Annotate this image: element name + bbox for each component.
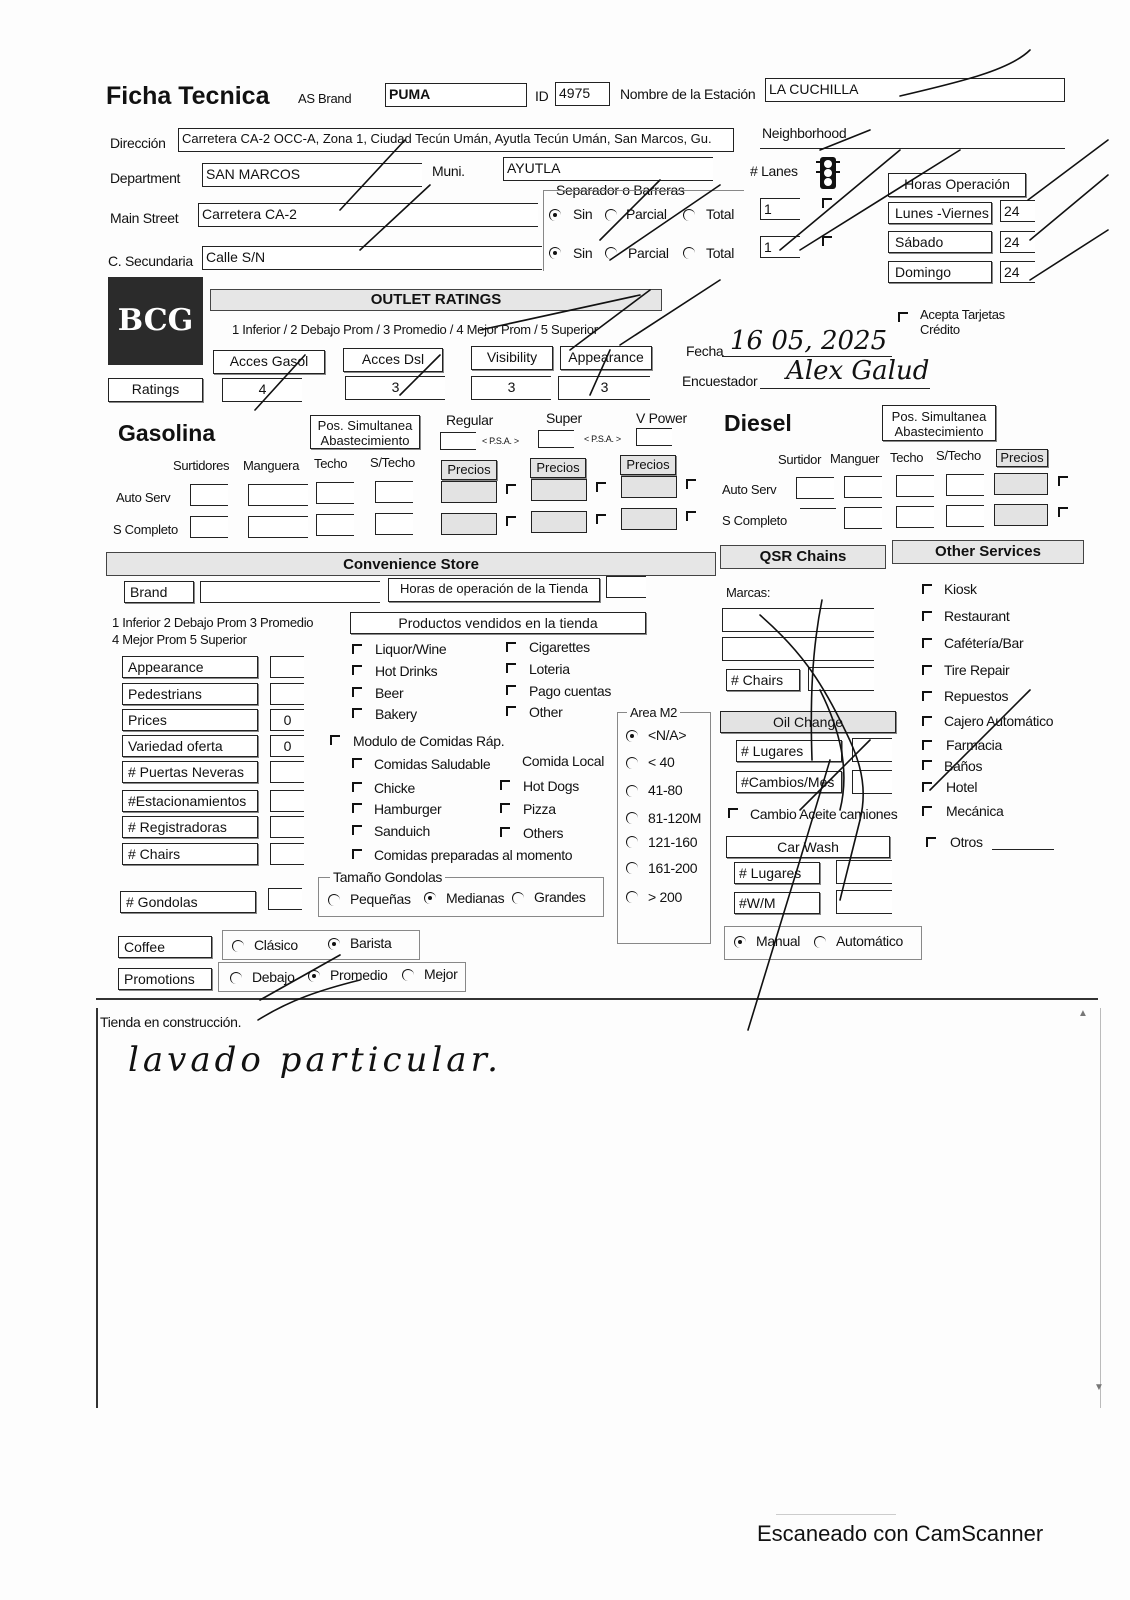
- wash-automatico-label: Automático: [836, 933, 904, 949]
- metric-estacionamientos-label: #Estacionamientos: [122, 790, 258, 812]
- metric-chairs-label: # Chairs: [122, 843, 258, 865]
- comidas-prep-label: Comidas preparadas al momento: [374, 847, 573, 863]
- store-scale-line-1: 1 Inferior 2 Debajo Prom 3 Promedio: [112, 615, 314, 630]
- bottom-line: [776, 1514, 896, 1515]
- car-wash-header[interactable]: Car Wash: [726, 836, 890, 858]
- tire-repair-label: Tire Repair: [944, 662, 1010, 678]
- notes-handwritten-text: lavado particular.: [128, 1040, 502, 1080]
- mecanica-label: Mecánica: [946, 803, 1004, 819]
- metric-appearance-label: Appearance: [122, 656, 258, 678]
- tarjetas-label: Acepta Tarjetas Crédito: [920, 307, 1005, 337]
- sep-main-parcial-label: Parcial: [626, 206, 667, 222]
- sep-sec-sin-label: Sin: [573, 245, 593, 261]
- other-services-header: Other Services: [892, 540, 1084, 564]
- id-label: ID: [535, 88, 549, 104]
- gas-col-techo: Techo: [314, 456, 348, 471]
- form-title: Ficha Tecnica: [106, 82, 270, 110]
- main-street-field[interactable]: Carretera CA-2: [198, 203, 538, 227]
- encuestador-label: Encuestador: [682, 373, 758, 389]
- department-label: Department: [110, 170, 181, 186]
- encuestador-handwritten: Alex Galud: [786, 356, 930, 386]
- restaurant-label: Restaurant: [944, 608, 1010, 624]
- productos-title: Productos vendidos en la tienda: [350, 612, 646, 634]
- car-wash-lugares-label: # Lugares: [734, 862, 820, 884]
- regular-label: Regular: [446, 412, 493, 428]
- cajero-label: Cajero Automático: [944, 713, 1054, 729]
- farmacia-label: Farmacia: [946, 737, 1002, 753]
- hamburger-label: Hamburger: [374, 801, 442, 817]
- neighborhood-label: Neighborhood: [762, 125, 847, 141]
- pizza-label: Pizza: [523, 801, 556, 817]
- psa-label-2: < P.S.A. >: [584, 434, 621, 444]
- ratings-label: Ratings: [108, 378, 203, 402]
- banos-label: Baños: [944, 758, 983, 774]
- cambio-camiones-label: Cambio Aceite camiones: [750, 806, 898, 822]
- promo-promedio-label: Promedio: [330, 967, 388, 983]
- lanes-secondary-field[interactable]: 1: [760, 236, 800, 258]
- visibility-button[interactable]: Visibility: [471, 346, 553, 370]
- sep-sec-total-label: Total: [706, 245, 735, 261]
- bakery-label: Bakery: [375, 706, 417, 722]
- promotions-label: Promotions: [118, 968, 212, 990]
- station-field[interactable]: LA CUCHILLA: [765, 78, 1065, 102]
- acces-dsl-value[interactable]: 3: [345, 376, 445, 400]
- gas-precios-3: Precios: [620, 455, 676, 475]
- hot-dogs-label: Hot Dogs: [523, 778, 579, 794]
- fecha-label: Fecha: [686, 343, 724, 359]
- notes-printed-text: Tienda en construcción.: [100, 1014, 242, 1030]
- diesel-precios: Precios: [996, 449, 1048, 467]
- address-field[interactable]: Carretera CA-2 OCC-A, Zona 1, Ciudad Tecún Umán, Ayutla Tecún Umán, San Marcos, Gu.: [178, 128, 734, 152]
- secondary-label: C. Secundaria: [108, 253, 193, 269]
- id-field[interactable]: 4975: [555, 82, 610, 106]
- gondola-size-title: Tamaño Gondolas: [330, 869, 445, 885]
- diesel-s-completo-label: S Completo: [722, 513, 787, 528]
- other-product-label: Other: [529, 704, 563, 720]
- diesel-col-surtidor: Surtidor: [778, 452, 822, 467]
- diesel-col-techo: Techo: [890, 450, 924, 465]
- sep-sec-parcial-label: Parcial: [628, 245, 669, 261]
- gas-col-surtidores: Surtidores: [173, 458, 230, 473]
- bcg-logo-text: BCG: [117, 303, 194, 338]
- muni-label: Muni.: [432, 163, 465, 179]
- metric-pedestrians-label: Pedestrians: [122, 683, 258, 705]
- store-brand-label: Brand: [124, 581, 194, 603]
- area-41-80-label: 41-80: [648, 782, 683, 798]
- qsr-chairs-label: # Chairs: [726, 669, 800, 691]
- muni-field[interactable]: AYUTLA: [503, 157, 713, 181]
- separator-label: Separador o Barreras: [556, 182, 685, 198]
- diesel-pos-sim-button[interactable]: Pos. Simultanea Abastecimiento: [882, 405, 996, 441]
- liquor-label: Liquor/Wine: [375, 641, 447, 657]
- metric-prices-field[interactable]: 0: [270, 709, 304, 731]
- gas-precios-1: Precios: [441, 460, 497, 480]
- acces-gasol-button[interactable]: Acces Gasol: [213, 350, 325, 374]
- hours-title-button[interactable]: Horas Operación: [888, 173, 1026, 197]
- psa-label-1: < P.S.A. >: [482, 436, 519, 446]
- promo-mejor-label: Mejor: [424, 966, 458, 982]
- diesel-col-manguer: Manguer: [830, 451, 880, 466]
- area-81-120-label: 81-120M: [648, 810, 702, 826]
- coffee-label: Coffee: [118, 936, 212, 958]
- brand-field[interactable]: PUMA: [385, 83, 527, 107]
- car-wash-wm-label: #W/M: [734, 892, 820, 914]
- sep-main-total-label: Total: [706, 206, 735, 222]
- diesel-auto-serv-label: Auto Serv: [722, 482, 777, 497]
- hours-sunday-field[interactable]: 24: [1000, 261, 1035, 283]
- acces-dsl-button[interactable]: Acces Dsl: [343, 348, 443, 372]
- outlet-scale-text: 1 Inferior / 2 Debajo Prom / 3 Promedio / 4 Mejor Prom / 5 Superior: [232, 322, 598, 337]
- scroll-up-icon[interactable]: ▲: [1078, 1008, 1088, 1019]
- fecha-handwritten: 16 05, 2025: [730, 326, 888, 356]
- hotel-label: Hotel: [946, 779, 978, 795]
- super-label: Super: [546, 410, 582, 426]
- pago-cuentas-label: Pago cuentas: [529, 683, 612, 699]
- chicke-label: Chicke: [374, 780, 415, 796]
- gas-col-stecho: S/Techo: [370, 455, 415, 470]
- oil-cambios-label: #Cambios/Mes: [736, 771, 842, 793]
- visibility-value[interactable]: 3: [471, 376, 551, 400]
- store-hours-label: Horas de operación de la Tienda: [388, 578, 600, 602]
- sanduich-label: Sanduich: [374, 823, 430, 839]
- hours-saturday-label: Sábado: [888, 231, 992, 253]
- scroll-down-icon[interactable]: ▼: [1094, 1382, 1104, 1393]
- hours-saturday-field[interactable]: 24: [1000, 231, 1035, 253]
- appearance-value[interactable]: 3: [558, 376, 650, 400]
- outlet-ratings-header: OUTLET RATINGS: [210, 289, 662, 311]
- gondolas-label: # Gondolas: [120, 891, 256, 913]
- diesel-title: Diesel: [724, 410, 792, 436]
- gondola-grandes-label: Grandes: [534, 889, 586, 905]
- cigarettes-label: Cigarettes: [529, 639, 590, 655]
- hours-weekday-field[interactable]: 24: [1000, 200, 1035, 222]
- loteria-label: Loteria: [529, 661, 570, 677]
- gas-auto-serv-label: Auto Serv: [116, 490, 171, 505]
- area-161-200-label: 161-200: [648, 860, 698, 876]
- otros-label: Otros: [950, 834, 983, 850]
- metric-registradoras-label: # Registradoras: [122, 816, 258, 838]
- oil-change-header[interactable]: Oil Change: [720, 711, 896, 733]
- convenience-store-header: Convenience Store: [106, 552, 716, 576]
- metric-puertas-label: # Puertas Neveras: [122, 761, 258, 783]
- comidas-saludable-label: Comidas Saludable: [374, 756, 491, 772]
- oil-lugares-label: # Lugares: [736, 740, 842, 762]
- metric-variedad-label: Variedad oferta: [122, 735, 258, 757]
- gondola-pequenas-label: Pequeñas: [350, 891, 411, 907]
- gas-col-manguera: Manguera: [243, 458, 300, 473]
- repuestos-label: Repuestos: [944, 688, 1009, 704]
- modulo-label: Modulo de Comidas Ráp.: [353, 733, 505, 749]
- gas-pos-sim-button[interactable]: Pos. Simultanea Abastecimiento: [310, 415, 420, 449]
- lanes-main-field[interactable]: 1: [760, 198, 800, 220]
- main-street-label: Main Street: [110, 210, 179, 226]
- address-label: Dirección: [110, 135, 166, 151]
- qsr-chains-header: QSR Chains: [720, 545, 886, 569]
- promo-debajo-label: Debajo: [252, 969, 295, 985]
- station-label: Nombre de la Estación: [620, 86, 756, 102]
- secondary-field[interactable]: Calle S/N: [202, 246, 542, 270]
- cafeteria-label: Cafétería/Bar: [944, 635, 1024, 651]
- comida-local-label: Comida Local: [522, 753, 604, 769]
- hours-sunday-label: Domingo: [888, 261, 992, 283]
- hours-weekday-label: Lunes -Viernes: [888, 202, 992, 224]
- department-field[interactable]: SAN MARCOS: [202, 163, 422, 187]
- metric-prices-label: Prices: [122, 709, 258, 731]
- kiosk-label: Kiosk: [944, 581, 977, 597]
- hot-drinks-label: Hot Drinks: [375, 663, 438, 679]
- area-na-label: <N/A>: [648, 727, 687, 743]
- gondola-medianas-label: Medianas: [446, 890, 505, 906]
- area-title: Area M2: [627, 705, 680, 720]
- store-scale-line-2: 4 Mejor Prom 5 Superior: [112, 632, 247, 647]
- vpower-label: V Power: [636, 410, 687, 426]
- wash-manual-label: Manual: [756, 933, 801, 949]
- gas-precios-2: Precios: [530, 458, 586, 478]
- acces-gasol-value[interactable]: 4: [222, 378, 302, 402]
- area-121-160-label: 121-160: [648, 834, 698, 850]
- camscanner-footer: Escaneado con CamScanner: [757, 1521, 1044, 1546]
- lanes-label: # Lanes: [750, 163, 798, 179]
- beer-label: Beer: [375, 685, 404, 701]
- gasolina-title: Gasolina: [118, 420, 216, 446]
- coffee-barista-label: Barista: [350, 935, 392, 951]
- brand-label: AS Brand: [298, 91, 352, 106]
- others-food-label: Others: [523, 825, 564, 841]
- area-200-label: > 200: [648, 889, 682, 905]
- marcas-label: Marcas:: [726, 585, 771, 600]
- metric-variedad-field[interactable]: 0: [270, 735, 304, 757]
- gas-s-completo-label: S Completo: [113, 522, 178, 537]
- area-40-label: < 40: [648, 754, 675, 770]
- diesel-col-stecho: S/Techo: [936, 448, 981, 463]
- coffee-clasico-label: Clásico: [254, 937, 298, 953]
- appearance-rating-button[interactable]: Appearance: [560, 346, 652, 370]
- sep-main-sin-label: Sin: [573, 206, 593, 222]
